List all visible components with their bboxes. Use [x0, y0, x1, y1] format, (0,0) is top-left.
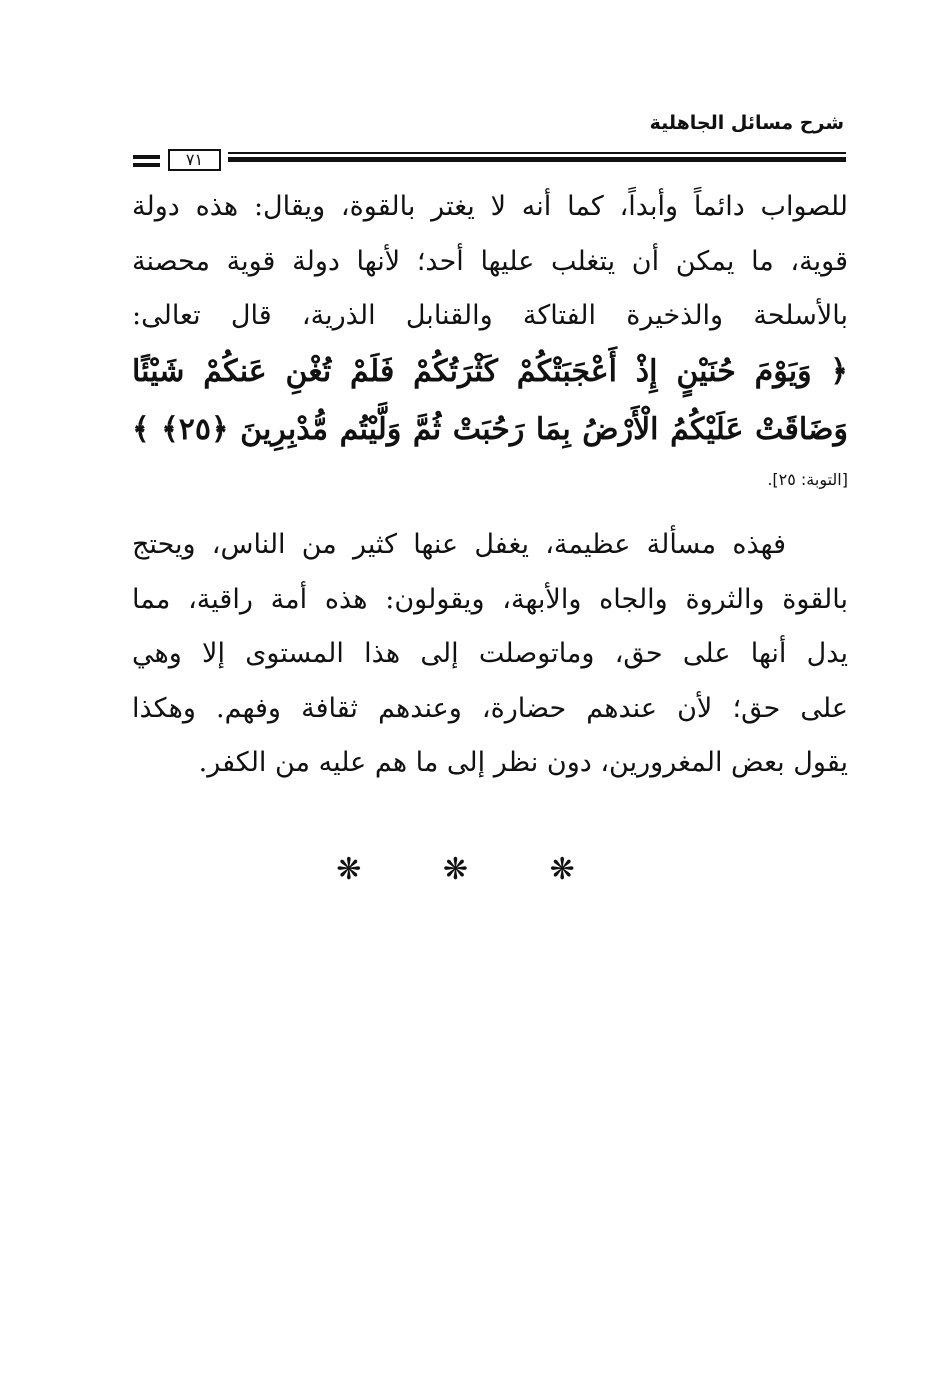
- page-number: ٧١: [168, 149, 221, 171]
- quran-verse-line-2: وَضَاقَتْ عَلَيْكُمُ الْأَرْضُ بِمَا رَحُبَتْ ثُمَّ وَلَّيْتُم مُّدْبِرِينَ ﴿٢٥﴾ ﴾: [132, 412, 848, 447]
- header-rule: [133, 149, 846, 175]
- running-header-title: شرح مسائل الجاهلية: [649, 112, 844, 134]
- paragraph-2-line-2: بالقوة والثروة والجاه والأبهة، ويقولون: هذه أمة راقية، مما: [132, 583, 848, 615]
- paragraph-1: [132, 180, 848, 344]
- paragraph-2-line-5: يقول بعض المغرورين، دون نظر إلى ما هم عليه من الكفر.: [198, 747, 848, 778]
- paragraph-2: [132, 518, 848, 791]
- paragraph-1-line-1: للصواب دائماً وأبداً، كما أنه لا يغتر بالقوة، ويقال: هذه دولة: [132, 191, 848, 222]
- paragraph-2-line-4: على حق؛ لأن عندهم حضارة، وعندهم ثقافة وفهم. وهكذا: [132, 692, 848, 724]
- paragraph-1-line-3: بالأسلحة والذخيرة الفتاكة والقنابل الذرية، قال تعالى:: [132, 300, 848, 331]
- section-divider-asterisks: ❋ ❋ ❋: [336, 852, 611, 887]
- paragraph-1-line-2: قوية، ما يمكن أن يتغلب عليها أحد؛ لأنها دولة قوية محصنة: [132, 245, 848, 277]
- rule-stub-top: [133, 155, 160, 159]
- rule-stub-bottom: [133, 163, 160, 167]
- paragraph-2-line-1: فهذه مسألة عظيمة، يغفل عنها كثير من الناس، ويحتج: [132, 529, 786, 560]
- quran-verse: [132, 343, 848, 459]
- paragraph-2-line-3: يدل أنها على حق، وماتوصلت إلى هذا المستوى إلا وهي: [132, 638, 848, 669]
- quran-verse-line-1: ﴿ وَيَوْمَ حُنَيْنٍ إِذْ أَعْجَبَتْكُمْ كَثْرَتُكُمْ فَلَمْ تُغْنِ عَنكُمْ شَيْئًا: [132, 354, 848, 389]
- rule-thick-line: [228, 157, 846, 162]
- rule-thin-line: [228, 152, 846, 154]
- verse-citation: [التوبة: ٢٥].: [767, 470, 848, 489]
